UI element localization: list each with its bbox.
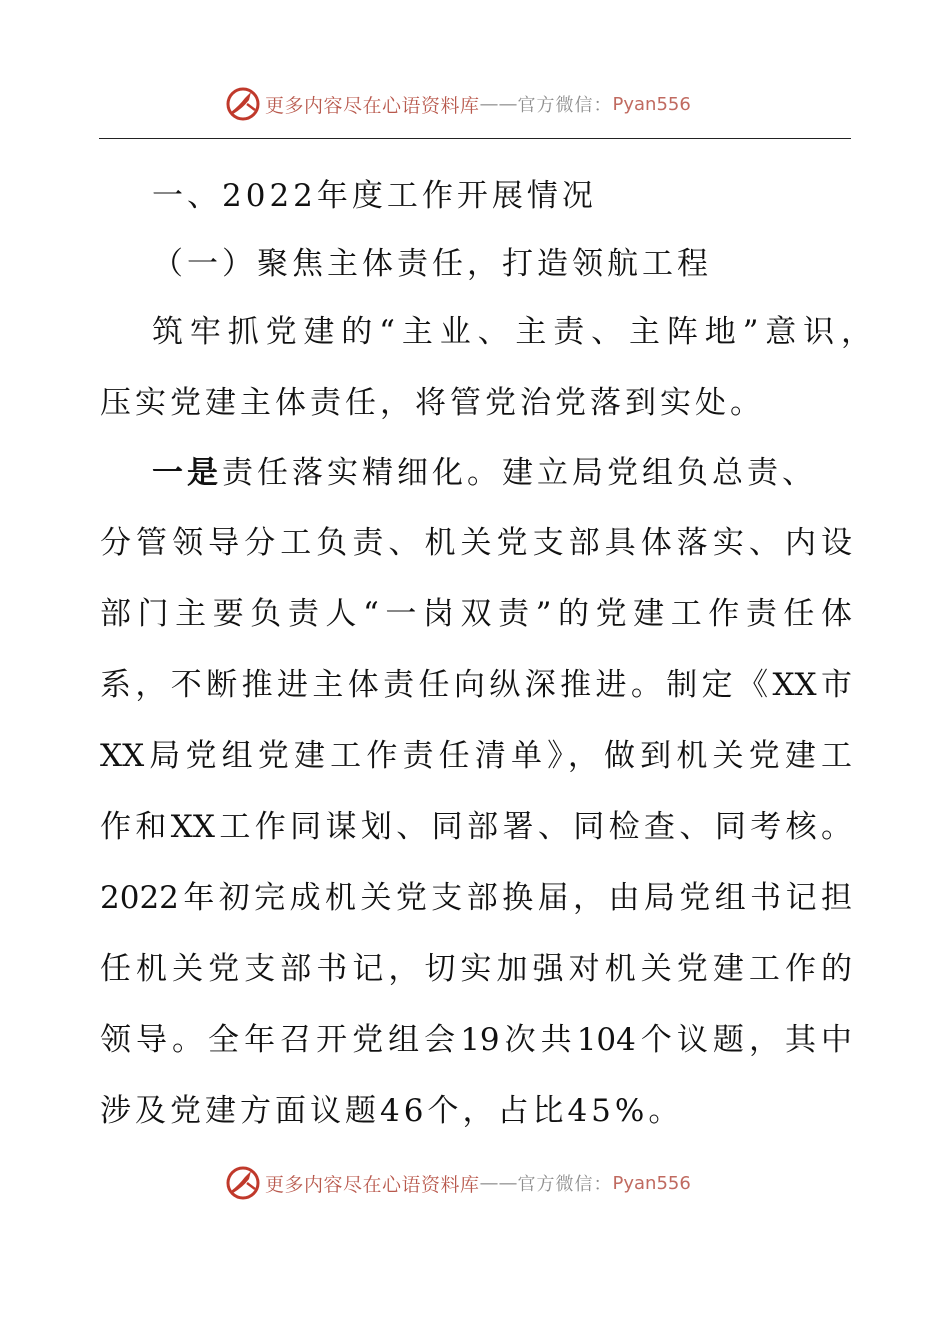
point-1-line-2: 分管领导分工负责、机关党支部具体落实、内设 <box>100 525 852 561</box>
intro-line-1: 筑牢抓党建的“主业、主责、主阵地”意识， <box>152 314 872 350</box>
watermark-dash: —— <box>479 93 518 115</box>
subsection-heading: （一）聚焦主体责任，打造领航工程 <box>152 246 712 282</box>
header-watermark <box>225 84 691 124</box>
watermark-official-label: 官方微信： <box>517 95 613 116</box>
point-1-line-1 <box>152 453 852 493</box>
watermark-dash: —— <box>479 1172 518 1194</box>
point-1-line-8: 任机关党支部书记，切实加强对机关党建工作的 <box>100 951 852 987</box>
pen-logo-icon <box>225 1165 261 1201</box>
watermark-official-label: 官方微信： <box>517 1174 613 1195</box>
watermark-main-text: 更多内容尽在心语资料库 <box>265 94 480 117</box>
point-1-line-9: 领导。全年召开党组会19次共104个议题，其中 <box>100 1022 852 1058</box>
point-1-line-6: 作和XX工作同谋划、同部署、同检查、同考核。 <box>100 809 852 845</box>
point-1-lead: 一是 <box>152 455 222 491</box>
pen-logo-icon <box>225 86 261 122</box>
watermark-wechat-id: Pyan556 <box>612 1172 691 1194</box>
section-heading: 一、2022年度工作开展情况 <box>152 178 597 214</box>
footer-watermark <box>225 1163 691 1203</box>
point-1-line-4: 系，不断推进主体责任向纵深推进。制定《XX市 <box>100 667 852 703</box>
header-divider <box>99 138 851 139</box>
point-1-line-1-text: 责任落实精细化。建立局党组负总责、 <box>222 455 817 491</box>
intro-line-2: 压实党建主体责任，将管党治党落到实处。 <box>100 385 765 421</box>
point-1-line-10: 涉及党建方面议题46个，占比45%。 <box>100 1093 684 1129</box>
point-1-line-7: 2022年初完成机关党支部换届，由局党组书记担 <box>100 880 852 916</box>
watermark-wechat-id: Pyan556 <box>612 93 691 115</box>
watermark-main-text: 更多内容尽在心语资料库 <box>265 1173 480 1196</box>
point-1-line-5: XX局党组党建工作责任清单》，做到机关党建工 <box>100 738 852 774</box>
point-1-line-3: 部门主要负责人“一岗双责”的党建工作责任体 <box>100 596 852 632</box>
